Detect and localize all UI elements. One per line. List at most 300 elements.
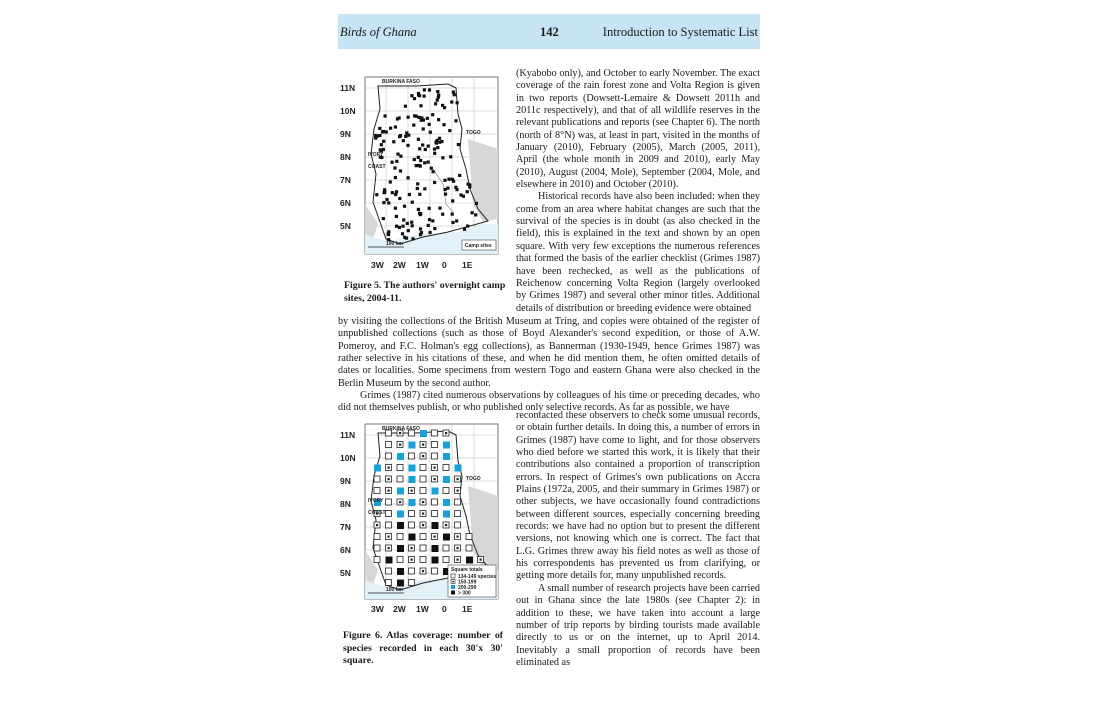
camp-site-marker bbox=[387, 233, 390, 236]
camp-site-marker bbox=[438, 141, 441, 144]
svg-text:0: 0 bbox=[442, 260, 447, 270]
figure-6-caption: Figure 6. Atlas coverage: number of species recorded in each 30'x 30' square. bbox=[343, 630, 503, 667]
camp-site-marker bbox=[429, 131, 432, 134]
camp-site-marker bbox=[387, 201, 390, 204]
atlas-square bbox=[397, 534, 403, 540]
atlas-square bbox=[409, 568, 415, 574]
atlas-square bbox=[397, 476, 403, 482]
camp-site-marker bbox=[437, 118, 440, 121]
camp-site-marker bbox=[437, 96, 440, 99]
camp-site-marker bbox=[418, 147, 421, 150]
scale-label: 100 km bbox=[386, 587, 403, 593]
camp-site-marker bbox=[431, 113, 434, 116]
camp-site-marker bbox=[419, 104, 422, 107]
latitude-labels bbox=[340, 83, 356, 231]
camp-site-marker bbox=[433, 148, 436, 151]
atlas-square bbox=[420, 534, 426, 540]
atlas-square bbox=[455, 511, 461, 517]
camp-site-marker bbox=[436, 146, 439, 149]
atlas-square bbox=[397, 453, 404, 460]
atlas-square bbox=[409, 465, 416, 472]
atlas-square bbox=[443, 488, 449, 494]
legend-item-4: > 300 bbox=[458, 590, 471, 597]
camp-site-marker bbox=[399, 169, 402, 172]
atlas-square-dot bbox=[434, 467, 436, 469]
camp-site-marker bbox=[380, 143, 383, 146]
atlas-square bbox=[443, 534, 450, 541]
atlas-square bbox=[374, 545, 380, 551]
figure-5-caption: Figure 5. The authors' overnight camp sites, 2004-11. bbox=[344, 280, 506, 304]
camp-site-marker bbox=[404, 105, 407, 108]
country-label-ivory: IVORY bbox=[368, 498, 384, 504]
atlas-square bbox=[455, 522, 461, 528]
camp-site-marker bbox=[454, 119, 457, 122]
legend-item-2: 150-199 bbox=[458, 579, 477, 586]
book-title: Birds of Ghana bbox=[340, 25, 417, 39]
camp-site-marker bbox=[429, 231, 432, 234]
camp-site-marker bbox=[454, 186, 457, 189]
camp-site-marker bbox=[381, 130, 384, 133]
camp-site-marker bbox=[392, 140, 395, 143]
camp-site-marker bbox=[382, 140, 385, 143]
camp-site-marker bbox=[394, 176, 397, 179]
longitude-labels bbox=[371, 604, 473, 614]
atlas-square-dot bbox=[434, 478, 436, 480]
svg-text:0: 0 bbox=[442, 604, 447, 614]
svg-text:2W: 2W bbox=[393, 260, 406, 270]
camp-site-marker bbox=[385, 130, 388, 133]
atlas-square-dot bbox=[388, 467, 390, 469]
atlas-square bbox=[420, 430, 427, 437]
camp-site-marker bbox=[382, 217, 385, 220]
camp-site-marker bbox=[455, 219, 458, 222]
svg-text:1E: 1E bbox=[462, 260, 473, 270]
camp-site-marker bbox=[453, 93, 456, 96]
atlas-square bbox=[432, 511, 438, 517]
camp-site-marker bbox=[419, 233, 422, 236]
camp-site-marker bbox=[401, 232, 404, 235]
atlas-square bbox=[386, 522, 392, 528]
atlas-square bbox=[374, 476, 380, 482]
camp-site-marker bbox=[407, 116, 410, 119]
camp-site-marker bbox=[428, 123, 431, 126]
atlas-square-dot bbox=[445, 432, 447, 434]
svg-text:7N: 7N bbox=[340, 175, 351, 185]
atlas-square bbox=[397, 465, 403, 471]
square-totals-legend bbox=[448, 565, 496, 597]
camp-site-marker bbox=[428, 218, 431, 221]
atlas-square bbox=[397, 511, 404, 518]
camp-site-marker bbox=[427, 224, 430, 227]
atlas-square-dot bbox=[399, 501, 401, 503]
camp-site-marker bbox=[444, 188, 447, 191]
camp-site-marker bbox=[418, 193, 421, 196]
legend-swatch-4 bbox=[451, 591, 455, 595]
camp-site-marker bbox=[419, 159, 422, 162]
camp-site-marker bbox=[451, 221, 454, 224]
camp-site-marker bbox=[389, 127, 392, 130]
figure-5-map bbox=[338, 74, 508, 284]
camp-site-marker bbox=[406, 144, 409, 147]
camp-site-marker bbox=[394, 125, 397, 128]
atlas-square-dot bbox=[422, 513, 424, 515]
camp-site-marker bbox=[451, 178, 454, 181]
atlas-square bbox=[432, 430, 438, 436]
camp-site-marker bbox=[398, 197, 401, 200]
atlas-square-dot bbox=[388, 547, 390, 549]
camp-site-marker bbox=[406, 222, 409, 225]
atlas-square bbox=[420, 557, 426, 563]
camp-site-marker bbox=[417, 208, 420, 211]
legend-title: Square totals bbox=[451, 567, 483, 573]
svg-text:8N: 8N bbox=[340, 152, 351, 162]
atlas-square-dot bbox=[457, 536, 459, 538]
text-block-bottom-right bbox=[516, 410, 760, 669]
camp-site-marker bbox=[436, 90, 439, 93]
camp-site-marker bbox=[430, 167, 433, 170]
camp-site-marker bbox=[403, 205, 406, 208]
camp-site-marker bbox=[396, 153, 399, 156]
camp-site-marker bbox=[466, 190, 469, 193]
camp-site-marker bbox=[441, 156, 444, 159]
camp-site-marker bbox=[389, 180, 392, 183]
atlas-square bbox=[409, 522, 415, 528]
camp-site-marker bbox=[463, 228, 466, 231]
atlas-square bbox=[386, 568, 392, 574]
camp-site-marker bbox=[411, 237, 414, 240]
country-label-coast: COAST bbox=[368, 164, 386, 170]
camp-site-marker bbox=[416, 187, 419, 190]
atlas-square-dot bbox=[457, 490, 459, 492]
atlas-square bbox=[420, 465, 426, 471]
legend-swatch-1 bbox=[451, 574, 455, 578]
atlas-square bbox=[443, 442, 450, 449]
legend-item-3: 200-299 bbox=[458, 585, 477, 591]
camp-site-marker bbox=[401, 225, 404, 228]
section-title: Introduction to Systematic List bbox=[602, 25, 758, 39]
longitude-labels bbox=[371, 260, 473, 270]
atlas-square bbox=[397, 580, 404, 587]
atlas-square-dot bbox=[457, 559, 459, 561]
atlas-square bbox=[386, 499, 392, 505]
camp-site-marker bbox=[423, 88, 426, 91]
camp-site-marker bbox=[413, 158, 416, 161]
camp-site-marker bbox=[468, 185, 471, 188]
svg-text:3W: 3W bbox=[371, 260, 384, 270]
camp-site-marker bbox=[446, 187, 449, 190]
svg-text:10N: 10N bbox=[340, 106, 356, 116]
svg-text:2W: 2W bbox=[393, 604, 406, 614]
camp-sites-map bbox=[338, 74, 508, 284]
atlas-square bbox=[432, 499, 438, 505]
camp-site-marker bbox=[395, 190, 398, 193]
paragraph-2b: by visiting the collections of the British Museum at Tring, and copies were obtained of the register of unpublished collections (such as those of Boyd Alexander's second expedition, or those of A.W. Pomeroy, and F.C. Holman's egg collections), as Bannerman (1930-1949, hence Grimes 1987) was rather selective in his citations of these, and when he did mention them, he often omitted details of dates or localities. Some specimens from western Togo and eastern Ghana were also checked in the Berlin Museum by the second author. bbox=[338, 316, 760, 389]
camp-site-marker bbox=[394, 207, 397, 210]
svg-text:5N: 5N bbox=[340, 568, 351, 578]
atlas-square bbox=[386, 453, 392, 459]
latitude-labels bbox=[340, 430, 356, 578]
atlas-square bbox=[409, 580, 415, 586]
camp-site-marker bbox=[426, 117, 429, 120]
camp-site-marker bbox=[385, 198, 388, 201]
legend-label: Camp sites bbox=[465, 243, 492, 249]
atlas-square bbox=[466, 557, 473, 564]
text-block-top-right bbox=[516, 68, 760, 315]
camp-site-marker bbox=[438, 207, 441, 210]
atlas-coverage-map bbox=[338, 422, 508, 622]
svg-text:8N: 8N bbox=[340, 499, 351, 509]
camp-site-marker bbox=[405, 237, 408, 240]
atlas-square bbox=[432, 545, 439, 552]
camp-site-marker bbox=[395, 215, 398, 218]
camp-site-marker bbox=[442, 123, 445, 126]
svg-text:1W: 1W bbox=[416, 604, 429, 614]
atlas-square bbox=[432, 453, 438, 459]
camp-site-marker bbox=[433, 227, 436, 230]
atlas-square-dot bbox=[399, 432, 401, 434]
camp-site-marker bbox=[404, 135, 407, 138]
camp-site-marker bbox=[466, 225, 469, 228]
svg-text:6N: 6N bbox=[340, 545, 351, 555]
country-label-burkina: BURKINA FASO bbox=[382, 79, 420, 85]
camp-site-marker bbox=[438, 137, 441, 140]
atlas-square-dot bbox=[422, 444, 424, 446]
camp-site-marker bbox=[413, 97, 416, 100]
camp-site-marker bbox=[398, 226, 401, 229]
paragraph-2a: Historical records have also been included: when they come from an area where habitat changes are such that the survival of the species is in doubt (as also checked in the field), this is explained in the text and shown by an open square. With very few exceptions the numerous references that formed the basis of the earlier checklist (Grimes 1987) have been rechecked, as well as the publications of Reichenow concerning Volta Region (largely overlooked by Grimes 1987) and several other minor titles. Additional details of distribution or breeding evidence were obtained bbox=[516, 191, 760, 314]
svg-text:11N: 11N bbox=[340, 83, 356, 93]
atlas-square bbox=[455, 465, 462, 472]
svg-text:1E: 1E bbox=[462, 604, 473, 614]
camp-site-marker bbox=[375, 193, 378, 196]
atlas-square bbox=[409, 476, 416, 483]
svg-text:5N: 5N bbox=[340, 221, 351, 231]
camp-site-marker bbox=[434, 102, 437, 105]
camp-site-marker bbox=[467, 183, 470, 186]
camp-site-marker bbox=[423, 161, 426, 164]
atlas-square-dot bbox=[388, 536, 390, 538]
camp-site-marker bbox=[424, 148, 427, 151]
paragraph-3b: recontacted these observers to check some unusual records, or obtain further details. In doing this, a number of errors in Grimes (1987) have come to light, and for those observers who died before we started this work, it is likely that their contributions also contained a proportion of transcription errors. In respect of Grimes's own publications on Accra Plains (1972a, 2005, and their summary in Grimes 1987) or other subjects, we have occasionally found contradictions between different sources, especially concerning breeding records: we have had no option but to present the different versions, not knowing which one is correct. The fact that L.G. Grimes threw away his field notes as well as those of his correspondents has prevented us from clarifying, or getting more details for, many unpublished records. bbox=[516, 410, 760, 582]
camp-site-marker bbox=[428, 88, 431, 91]
atlas-square bbox=[443, 545, 449, 551]
camp-site-marker bbox=[407, 176, 410, 179]
atlas-square-dot bbox=[399, 444, 401, 446]
svg-text:10N: 10N bbox=[340, 453, 356, 463]
camp-site-marker bbox=[448, 129, 451, 132]
figure-6-map bbox=[338, 422, 508, 622]
svg-text:6N: 6N bbox=[340, 198, 351, 208]
legend-item-1: 134-149 species bbox=[458, 574, 497, 580]
atlas-square bbox=[374, 488, 380, 494]
atlas-square bbox=[374, 465, 381, 472]
camp-site-marker bbox=[444, 193, 447, 196]
text-block-full-width bbox=[338, 316, 760, 415]
camp-site-marker bbox=[411, 224, 414, 227]
paragraph-4: A small number of research projects have been carried out in Ghana since the late 1980s (see Chapter 2): in addition to these, we have taken into account a large number of trip reports by birding tourists made available directly to us or on the internet, up to April 2014. Inevitably a small proportion of records have been eliminated as bbox=[516, 582, 760, 668]
camp-site-marker bbox=[396, 117, 399, 120]
camp-site-marker bbox=[384, 114, 387, 117]
camp-site-marker bbox=[422, 127, 425, 130]
camp-site-marker bbox=[450, 100, 453, 103]
atlas-square-dot bbox=[480, 559, 482, 561]
atlas-square bbox=[432, 522, 439, 529]
svg-text:3W: 3W bbox=[371, 604, 384, 614]
atlas-square bbox=[374, 557, 380, 563]
atlas-square-dot bbox=[422, 455, 424, 457]
atlas-square bbox=[397, 557, 403, 563]
atlas-square bbox=[386, 557, 393, 564]
atlas-square-dot bbox=[445, 524, 447, 526]
atlas-square bbox=[397, 522, 404, 529]
camp-site-marker bbox=[395, 225, 398, 228]
camp-site-marker bbox=[441, 213, 444, 216]
camp-site-marker bbox=[451, 213, 454, 216]
atlas-square bbox=[397, 568, 404, 575]
camp-site-marker bbox=[408, 193, 411, 196]
camp-site-marker bbox=[432, 170, 435, 173]
atlas-square-dot bbox=[388, 478, 390, 480]
svg-text:11N: 11N bbox=[340, 430, 356, 440]
camp-site-marker bbox=[475, 202, 478, 205]
camp-site-marker bbox=[415, 115, 418, 118]
country-label-burkina: BURKINA FASO bbox=[382, 426, 420, 432]
camp-site-marker bbox=[471, 211, 474, 214]
svg-text:9N: 9N bbox=[340, 129, 351, 139]
camp-site-marker bbox=[421, 143, 424, 146]
camp-site-marker bbox=[420, 119, 423, 122]
svg-text:1W: 1W bbox=[416, 260, 429, 270]
atlas-square bbox=[432, 488, 439, 495]
country-label-coast: COAST bbox=[368, 510, 386, 516]
atlas-square bbox=[443, 511, 450, 518]
camp-site-marker bbox=[427, 145, 430, 148]
camp-site-marker bbox=[412, 124, 415, 127]
camp-site-marker bbox=[417, 138, 420, 141]
camp-site-marker bbox=[431, 219, 434, 222]
svg-text:7N: 7N bbox=[340, 522, 351, 532]
atlas-square bbox=[432, 568, 438, 574]
atlas-square bbox=[374, 534, 380, 540]
camp-site-marker bbox=[391, 161, 394, 164]
camp-site-marker bbox=[417, 94, 420, 97]
camp-site-marker bbox=[416, 182, 419, 185]
atlas-square bbox=[386, 442, 392, 448]
camp-site-marker bbox=[443, 106, 446, 109]
legend-swatch-3 bbox=[451, 585, 455, 589]
atlas-square bbox=[443, 557, 449, 563]
camp-site-marker bbox=[402, 139, 405, 142]
atlas-square bbox=[409, 442, 416, 449]
camp-site-marker bbox=[378, 134, 381, 137]
camp-site-marker bbox=[410, 221, 413, 224]
camp-site-marker bbox=[474, 213, 477, 216]
camp-site-marker bbox=[447, 178, 450, 181]
atlas-square bbox=[432, 557, 439, 564]
camp-site-marker bbox=[405, 131, 408, 134]
camp-site-marker bbox=[419, 212, 422, 215]
country-label-togo: TOGO bbox=[466, 476, 481, 482]
book-page bbox=[338, 14, 760, 714]
camp-site-marker bbox=[383, 188, 386, 191]
atlas-square-dot bbox=[422, 524, 424, 526]
camp-site-marker bbox=[393, 166, 396, 169]
atlas-square bbox=[397, 545, 404, 552]
atlas-square-dot bbox=[457, 478, 459, 480]
camp-site-marker bbox=[378, 127, 381, 130]
camp-site-marker bbox=[449, 155, 452, 158]
atlas-square bbox=[443, 499, 450, 506]
atlas-square bbox=[432, 442, 438, 448]
camp-site-marker bbox=[419, 227, 422, 230]
atlas-square-dot bbox=[422, 501, 424, 503]
camp-site-marker bbox=[395, 160, 398, 163]
atlas-square bbox=[409, 511, 415, 517]
scale-label: 100 km bbox=[386, 241, 403, 247]
camp-site-marker bbox=[399, 155, 402, 158]
atlas-square bbox=[420, 545, 426, 551]
camp-site-marker bbox=[456, 101, 459, 104]
paragraph-1: (Kyabobo only), and October to early November. The exact coverage of the rain forest zone and Volta Region is given in two reports (Dowsett-Lemaire & Dowsett 2011h and 2011c respectively), and that of all wildlife reserves in the relevant publications and reports (see Chapter 6). The north (north of 8°N) was, at least in part, visited in the months of January (2010), February (2005), March (2005, 2011), April (the whole month in 2009 and 2010), early May (2010), August (2004, Mole), September (2004, Mole, and elsewhere in 2010) and October (2010). bbox=[516, 68, 760, 191]
atlas-square bbox=[443, 465, 449, 471]
atlas-square bbox=[397, 488, 404, 495]
camp-site-marker bbox=[423, 187, 426, 190]
camp-site-marker bbox=[391, 191, 394, 194]
atlas-square bbox=[409, 453, 415, 459]
paragraph-3a: Grimes (1987) cited numerous observations by colleagues of his time or preceding decades, who did not themselves publish, or who published only selective records. As far as possible, we have bbox=[338, 390, 760, 414]
atlas-square-dot bbox=[422, 570, 424, 572]
camp-site-marker bbox=[417, 156, 420, 159]
atlas-square-dot bbox=[376, 524, 378, 526]
atlas-square-dot bbox=[411, 490, 413, 492]
atlas-square-dot bbox=[411, 547, 413, 549]
camp-site-marker bbox=[410, 94, 413, 97]
camp-site-marker bbox=[399, 134, 402, 137]
camp-site-marker bbox=[374, 134, 377, 137]
camp-site-marker bbox=[433, 181, 436, 184]
camp-site-marker bbox=[436, 99, 439, 102]
country-label-togo: TOGO bbox=[466, 130, 481, 136]
camp-site-marker bbox=[462, 195, 465, 198]
camp-site-marker bbox=[458, 174, 461, 177]
atlas-square bbox=[420, 476, 426, 482]
atlas-square bbox=[443, 476, 450, 483]
atlas-square bbox=[466, 534, 472, 540]
atlas-square bbox=[386, 511, 392, 517]
page-number: 142 bbox=[540, 25, 559, 39]
svg-text:9N: 9N bbox=[340, 476, 351, 486]
camp-site-marker bbox=[411, 201, 414, 204]
running-header bbox=[338, 14, 760, 49]
camp-site-marker bbox=[457, 143, 460, 146]
camp-site-marker bbox=[417, 164, 420, 167]
camp-site-marker bbox=[407, 229, 410, 232]
atlas-square bbox=[420, 488, 426, 494]
camp-site-marker bbox=[451, 199, 454, 202]
atlas-square bbox=[455, 499, 461, 505]
atlas-square-dot bbox=[457, 547, 459, 549]
atlas-square-dot bbox=[411, 559, 413, 561]
camp-site-marker bbox=[443, 179, 446, 182]
camp-site-marker bbox=[433, 152, 436, 155]
camp-site-marker bbox=[418, 116, 421, 119]
atlas-square bbox=[443, 453, 450, 460]
atlas-square-dot bbox=[434, 536, 436, 538]
atlas-square bbox=[466, 545, 472, 551]
atlas-square bbox=[409, 534, 416, 541]
camp-site-marker bbox=[382, 201, 385, 204]
camp-site-marker bbox=[427, 161, 430, 164]
